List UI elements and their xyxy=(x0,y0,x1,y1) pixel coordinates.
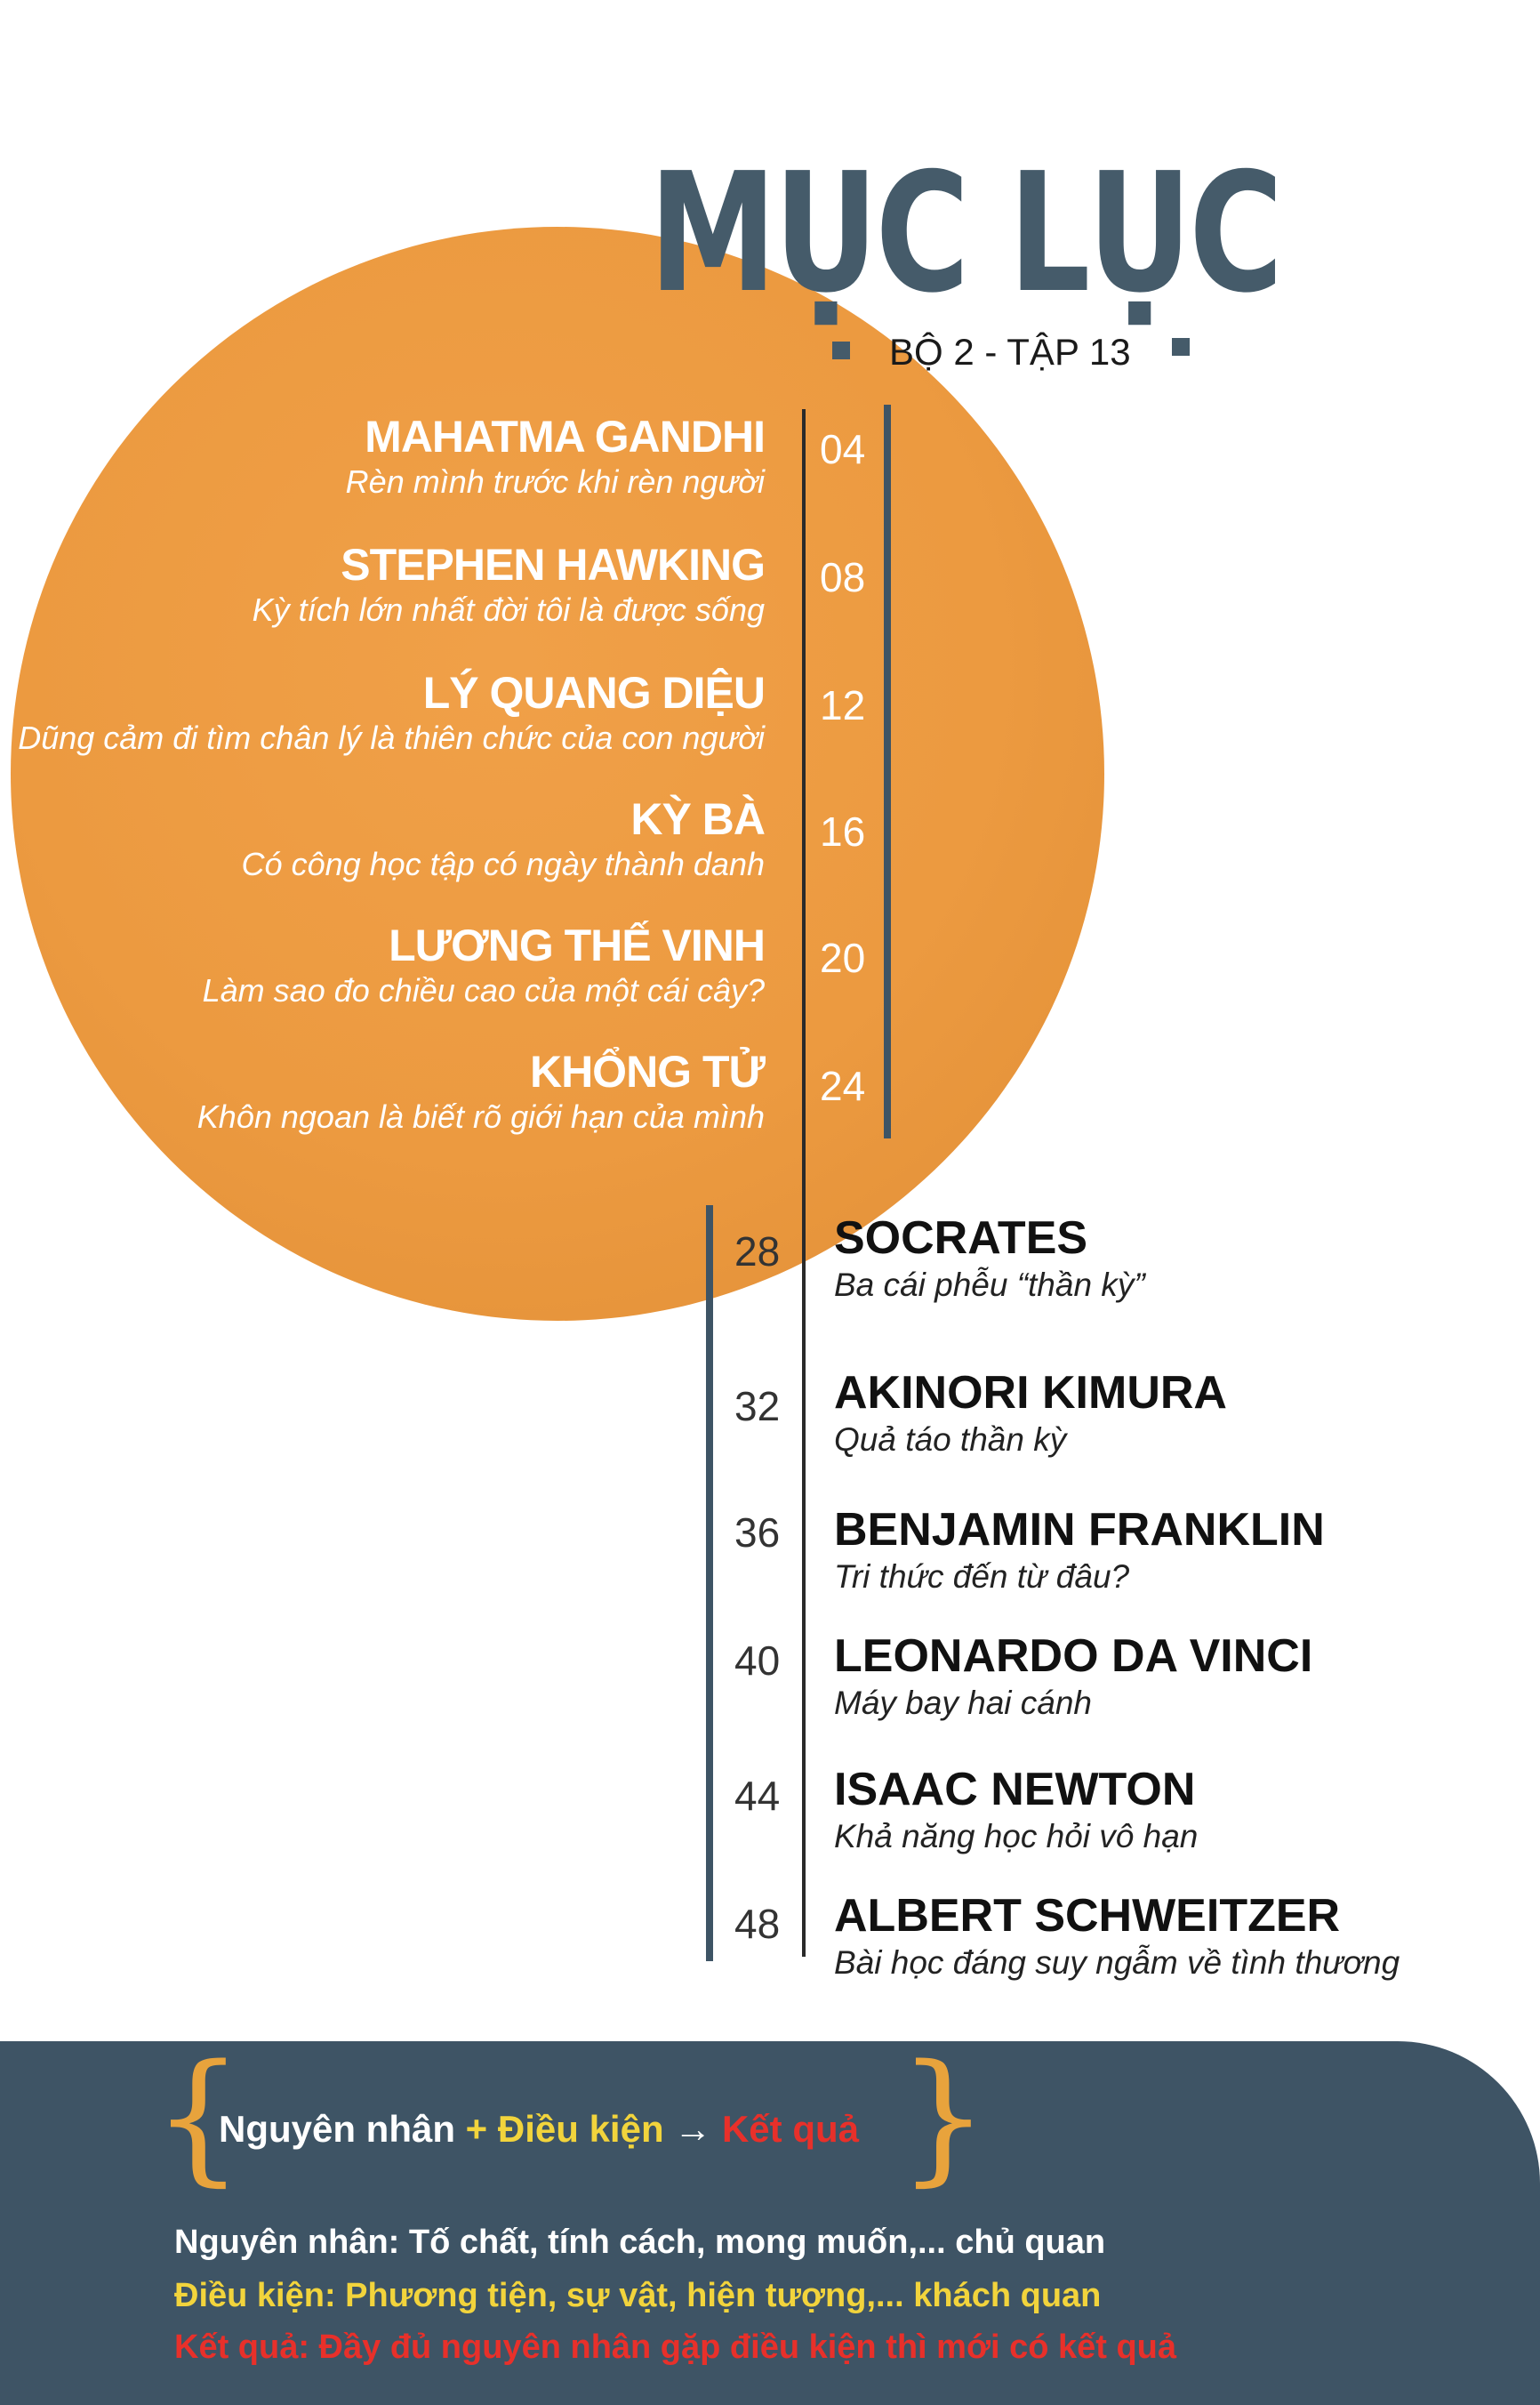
toc-entry-right[interactable] xyxy=(834,1366,1227,1460)
toc-entry-left[interactable] xyxy=(253,539,765,630)
toc-entry-right[interactable] xyxy=(834,1211,1145,1306)
title-accent-mark-left xyxy=(832,342,850,359)
formula-condition: Điều kiện xyxy=(497,2108,664,2150)
toc-entry-right[interactable] xyxy=(834,1889,1400,1983)
entry-name: SOCRATES xyxy=(834,1212,1088,1264)
entry-subtitle: Ba cái phễu “thần kỳ” xyxy=(834,1267,1145,1303)
entry-page-number: 24 xyxy=(820,1063,866,1109)
entry-page-number: 48 xyxy=(734,1901,781,1947)
entry-page-number: 44 xyxy=(734,1773,781,1819)
entry-subtitle: Khôn ngoan là biết rõ giới hạn của mình xyxy=(197,1098,765,1135)
formula-cause: Nguyên nhân xyxy=(219,2108,456,2150)
formula-plus: + xyxy=(455,2108,498,2150)
entry-name: STEPHEN HAWKING xyxy=(341,540,765,590)
volume-subtitle: BỘ 2 - TẬP 13 xyxy=(889,331,1131,373)
definition-text: Đầy đủ nguyên nhân gặp điều kiện thì mới có kết quả xyxy=(309,2329,1177,2366)
definition-label: Nguyên nhân: xyxy=(174,2224,400,2261)
entry-name: LƯƠNG THẾ VINH xyxy=(389,921,765,970)
entry-subtitle: Khả năng học hỏi vô hạn xyxy=(834,1818,1199,1854)
entry-name: BENJAMIN FRANKLIN xyxy=(834,1504,1325,1556)
entry-page-number: 32 xyxy=(734,1383,781,1429)
divider-line-lower xyxy=(706,1205,713,1961)
toc-entry-left[interactable] xyxy=(18,667,765,758)
definition-label: Kết quả: xyxy=(174,2329,309,2366)
entry-subtitle: Máy bay hai cánh xyxy=(834,1685,1093,1721)
entry-name: ISAAC NEWTON xyxy=(834,1764,1196,1815)
definition-condition xyxy=(174,2277,1101,2315)
toc-entry-right[interactable] xyxy=(834,1629,1312,1724)
title-accent-mark-right xyxy=(1172,338,1190,356)
definition-cause xyxy=(174,2224,1105,2262)
decorative-orange-circle xyxy=(11,227,1104,1321)
formula-result: Kết quả xyxy=(721,2108,859,2150)
entry-page-number: 16 xyxy=(820,808,866,855)
definition-text: Phương tiện, sự vật, hiện tượng,... khách quan xyxy=(335,2277,1102,2314)
cause-effect-formula xyxy=(219,2108,859,2151)
entry-name: KHỔNG TỬ xyxy=(529,1047,765,1097)
formula-arrow: → xyxy=(663,2108,722,2150)
entry-name: ALBERT SCHWEITZER xyxy=(834,1890,1341,1942)
entry-subtitle: Dũng cảm đi tìm chân lý là thiên chức của con người xyxy=(18,720,765,756)
definition-label: Điều kiện: xyxy=(174,2277,336,2314)
entry-page-number: 28 xyxy=(734,1228,781,1275)
right-brace: } xyxy=(898,2033,989,2200)
entry-name: AKINORI KIMURA xyxy=(834,1367,1227,1419)
toc-entry-right[interactable] xyxy=(834,1503,1325,1597)
entry-name: KỲ BÀ xyxy=(630,794,765,844)
divider-line-upper xyxy=(884,405,891,1138)
entry-subtitle: Quả táo thần kỳ xyxy=(834,1421,1067,1458)
entry-page-number: 20 xyxy=(820,935,866,981)
entry-page-number: 12 xyxy=(820,682,866,728)
page-title: MỤC LỤC xyxy=(649,137,1281,329)
entry-subtitle: Rèn mình trước khi rèn người xyxy=(345,463,765,500)
entry-name: MAHATMA GANDHI xyxy=(365,412,765,462)
definition-text: Tố chất, tính cách, mong muốn,... chủ quan xyxy=(399,2224,1106,2261)
left-brace: { xyxy=(153,2033,244,2200)
entry-page-number: 08 xyxy=(820,554,866,600)
entry-subtitle: Bài học đáng suy ngẫm về tình thương xyxy=(834,1944,1400,1981)
toc-entry-right[interactable] xyxy=(834,1763,1198,1857)
entry-name: LEONARDO DA VINCI xyxy=(834,1630,1313,1682)
toc-entry-left[interactable] xyxy=(242,793,765,884)
definition-result xyxy=(174,2329,1176,2367)
entry-page-number: 36 xyxy=(734,1509,781,1556)
entry-name: LÝ QUANG DIỆU xyxy=(422,668,765,718)
entry-page-number: 04 xyxy=(820,426,866,472)
entry-subtitle: Tri thức đến từ đâu? xyxy=(834,1558,1130,1595)
entry-page-number: 40 xyxy=(734,1637,781,1684)
toc-entry-left[interactable] xyxy=(197,1046,765,1137)
entry-subtitle: Làm sao đo chiều cao của một cái cây? xyxy=(202,972,765,1009)
entry-subtitle: Kỳ tích lớn nhất đời tôi là được sống xyxy=(252,591,765,628)
center-thin-rule xyxy=(802,409,806,1957)
toc-entry-left[interactable] xyxy=(203,920,765,1010)
entry-subtitle: Có công học tập có ngày thành danh xyxy=(241,846,765,882)
toc-entry-left[interactable] xyxy=(346,411,765,502)
